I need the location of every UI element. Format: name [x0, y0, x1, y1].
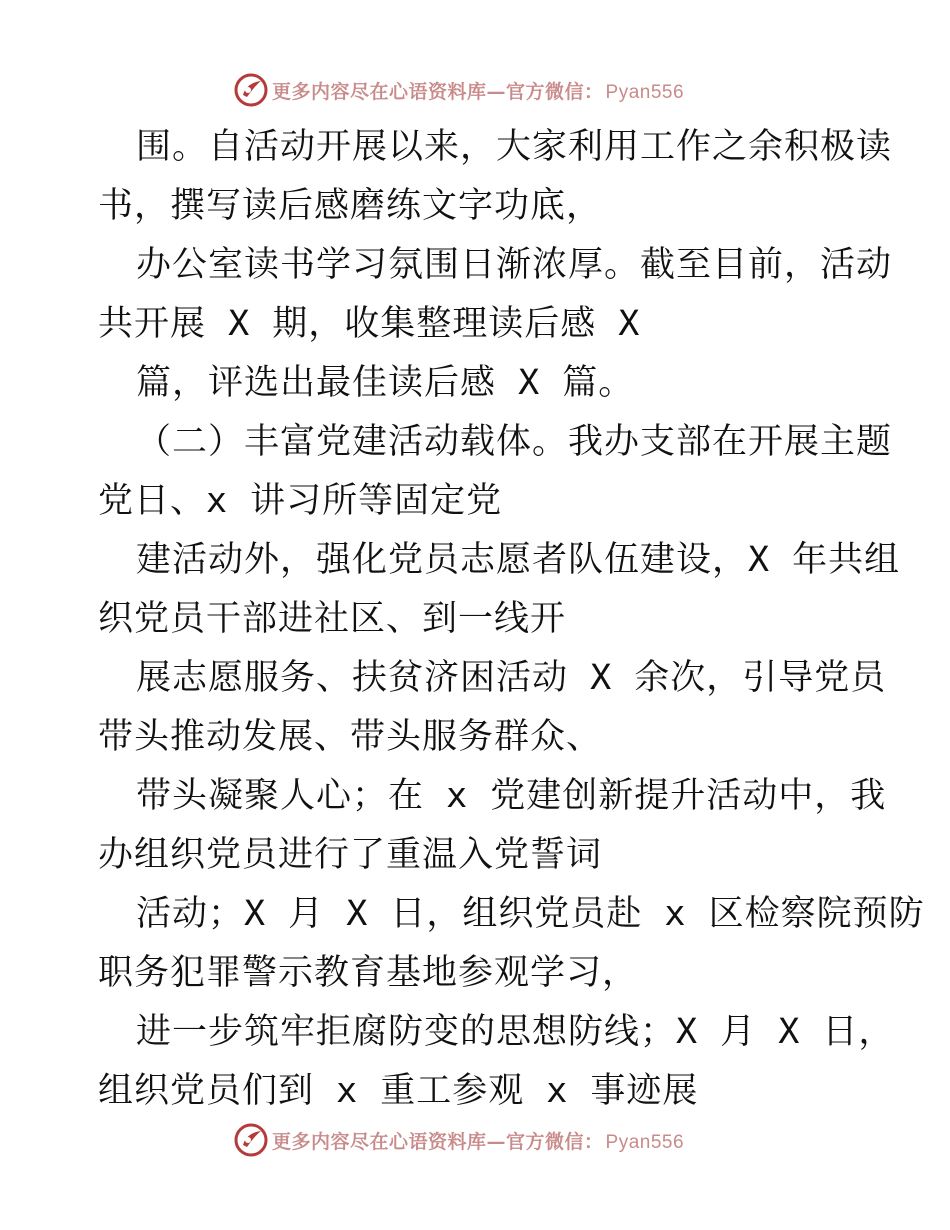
body-line: 办组织党员进行了重温入党誓词 — [98, 835, 603, 875]
body-line: 办公室读书学习氛围日渐浓厚。截至目前，活动 — [136, 245, 893, 285]
footer-banner-wechat: 官方微信： — [506, 1130, 604, 1153]
section-heading-line: （二）丰富党建活动载体。我办支部在开展主题 — [136, 422, 893, 462]
body-line: 围。自活动开展以来，大家利用工作之余积极读 — [136, 127, 893, 167]
body-line: 职务犯罪警示教育基地参观学习， — [98, 953, 639, 993]
body-line: 织党员干部进社区、到一线开 — [98, 599, 567, 639]
brand-logo-icon — [234, 1123, 268, 1157]
body-line: 党日、x 讲习所等固定党 — [98, 481, 503, 521]
header-banner-dash: — — [486, 80, 507, 103]
body-line: 带头凝聚人心；在 x 党建创新提升活动中，我 — [136, 776, 887, 816]
header-banner-id: Pyan556 — [605, 81, 685, 103]
body-line: 篇，评选出最佳读后感 X 篇。 — [136, 363, 635, 403]
footer-banner-id: Pyan556 — [605, 1131, 685, 1153]
body-line: 书，撰写读后感磨练文字功底， — [98, 186, 603, 226]
header-banner-wechat: 官方微信： — [506, 80, 604, 103]
body-line: 活动；X 月 X 日，组织党员赴 x 区检察院预防 — [136, 894, 925, 934]
header-banner-text: 更多内容尽在心语资料库 — [272, 80, 487, 103]
footer-watermark — [234, 1120, 684, 1160]
body-line: 组织党员们到 x 重工参观 x 事迹展 — [98, 1071, 699, 1111]
footer-banner-dash: — — [486, 1130, 507, 1153]
body-line: 带头推动发展、带头服务群众、 — [98, 717, 603, 757]
footer-banner-text: 更多内容尽在心语资料库 — [272, 1130, 487, 1153]
header-watermark — [234, 70, 684, 110]
body-line: 展志愿服务、扶贫济困活动 X 余次，引导党员 — [136, 658, 887, 698]
body-line: 建活动外，强化党员志愿者队伍建设，X 年共组 — [136, 540, 901, 580]
document-body — [98, 118, 925, 1121]
brand-logo-icon — [234, 73, 268, 107]
body-line: 进一步筑牢拒腐防变的思想防线；X 月 X 日， — [136, 1012, 895, 1052]
body-line: 共开展 X 期，收集整理读后感 X — [98, 304, 641, 344]
